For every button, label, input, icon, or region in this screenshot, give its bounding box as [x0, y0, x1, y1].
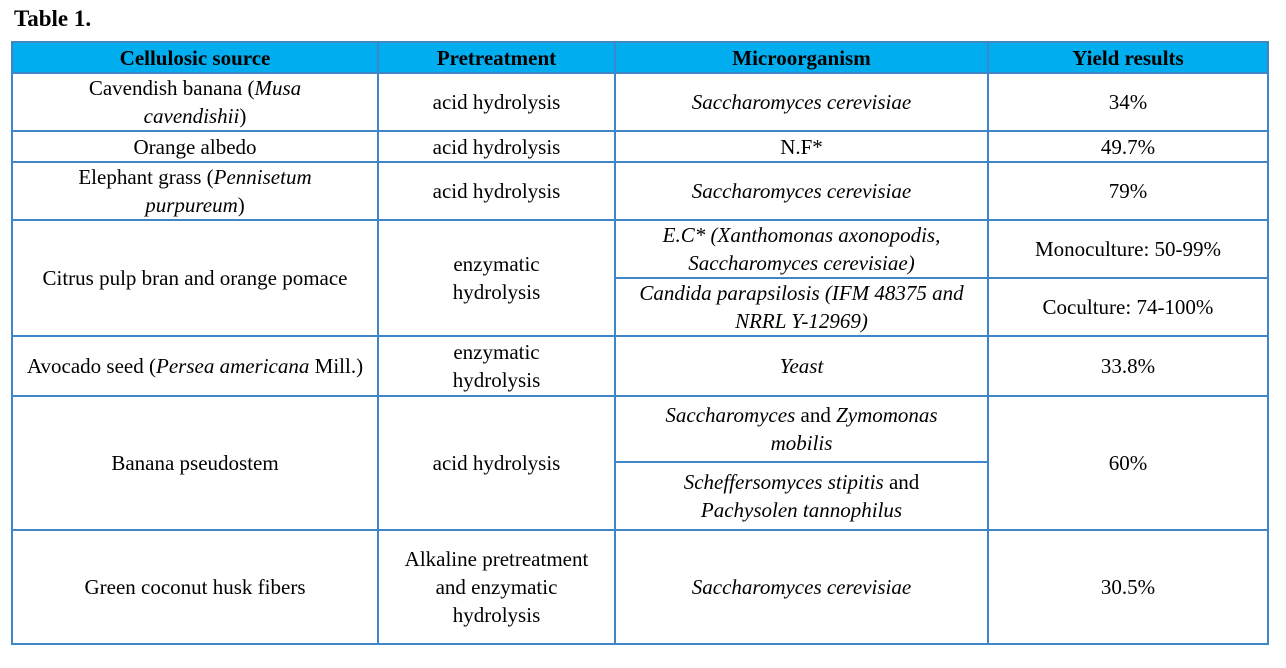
microorganism-name: Saccharomyces cerevisiae	[691, 90, 912, 114]
cell-microorganism	[615, 162, 988, 220]
cell-microorganism	[615, 336, 988, 396]
microorganism-name: Pachysolen tannophilus	[700, 498, 903, 522]
cell-yield: 33.8%	[988, 336, 1268, 396]
data-table	[11, 41, 1269, 645]
table-row	[12, 336, 1268, 396]
source-text: Cavendish banana (	[88, 76, 255, 100]
table-row	[12, 530, 1268, 644]
cell-microorganism	[615, 220, 988, 278]
microorganism-name: Yeast	[779, 354, 824, 378]
cell-source	[12, 162, 378, 220]
cell-yield: Coculture: 74-100%	[988, 278, 1268, 336]
table-row	[12, 131, 1268, 162]
table-title: Table 1.	[14, 6, 92, 31]
cell-pretreatment: enzymatic hydrolysis	[378, 336, 615, 396]
header-pretreatment: Pretreatment	[378, 42, 615, 73]
microorganism-name: Saccharomyces cerevisiae	[691, 179, 912, 203]
cell-pretreatment: enzymatic hydrolysis	[378, 220, 615, 336]
cell-pretreatment: Alkaline pretreatment and enzymatic hydrolysis	[378, 530, 615, 644]
source-text: Elephant grass (	[78, 165, 214, 189]
source-species: Pennisetum purpureum	[145, 165, 312, 217]
microorganism-name: Zymomonas mobilis	[770, 403, 938, 455]
cell-microorganism	[615, 462, 988, 530]
cell-source	[12, 336, 378, 396]
cell-yield: 49.7%	[988, 131, 1268, 162]
cell-source: Orange albedo	[12, 131, 378, 162]
table-row	[12, 162, 1268, 220]
cell-microorganism	[615, 530, 988, 644]
microorganism-joiner: and	[883, 470, 920, 494]
cell-microorganism	[615, 278, 988, 336]
microorganism-name: Candida parapsilosis (IFM 48375 and NRRL Y-12969)	[639, 281, 964, 333]
table-row	[12, 73, 1268, 131]
cell-pretreatment: acid hydrolysis	[378, 73, 615, 131]
cell-microorganism	[615, 73, 988, 131]
cell-yield: Monoculture: 50-99%	[988, 220, 1268, 278]
microorganism-name: Scheffersomyces stipitis	[683, 470, 884, 494]
cell-pretreatment: acid hydrolysis	[378, 162, 615, 220]
cell-source	[12, 73, 378, 131]
header-row	[12, 42, 1268, 73]
table-row	[12, 396, 1268, 462]
cell-source: Green coconut husk fibers	[12, 530, 378, 644]
microorganism-joiner: and	[795, 403, 837, 427]
source-text: Mill.)	[309, 354, 364, 378]
source-species: Persea americana	[156, 354, 310, 378]
cell-source: Banana pseudostem	[12, 396, 378, 530]
source-text: )	[237, 193, 245, 217]
cell-yield: 34%	[988, 73, 1268, 131]
microorganism-name: Saccharomyces cerevisiae	[691, 575, 912, 599]
header-yield-results: Yield results	[988, 42, 1268, 73]
microorganism-name: Saccharomyces	[665, 403, 796, 427]
cell-yield: 60%	[988, 396, 1268, 530]
header-microorganism: Microorganism	[615, 42, 988, 73]
header-cellulosic-source: Cellulosic source	[12, 42, 378, 73]
cell-pretreatment: acid hydrolysis	[378, 131, 615, 162]
source-text: Avocado seed (	[26, 354, 156, 378]
cell-pretreatment: acid hydrolysis	[378, 396, 615, 530]
cell-microorganism	[615, 396, 988, 462]
source-text: )	[239, 104, 247, 128]
cell-microorganism: N.F*	[615, 131, 988, 162]
cell-yield: 79%	[988, 162, 1268, 220]
source-species: Musa cavendishii	[143, 76, 302, 128]
cell-source: Citrus pulp bran and orange pomace	[12, 220, 378, 336]
table-row	[12, 220, 1268, 278]
microorganism-name: E.C* (Xanthomonas axonopodis, Saccharomyces cerevisiae)	[662, 223, 941, 275]
cell-yield: 30.5%	[988, 530, 1268, 644]
